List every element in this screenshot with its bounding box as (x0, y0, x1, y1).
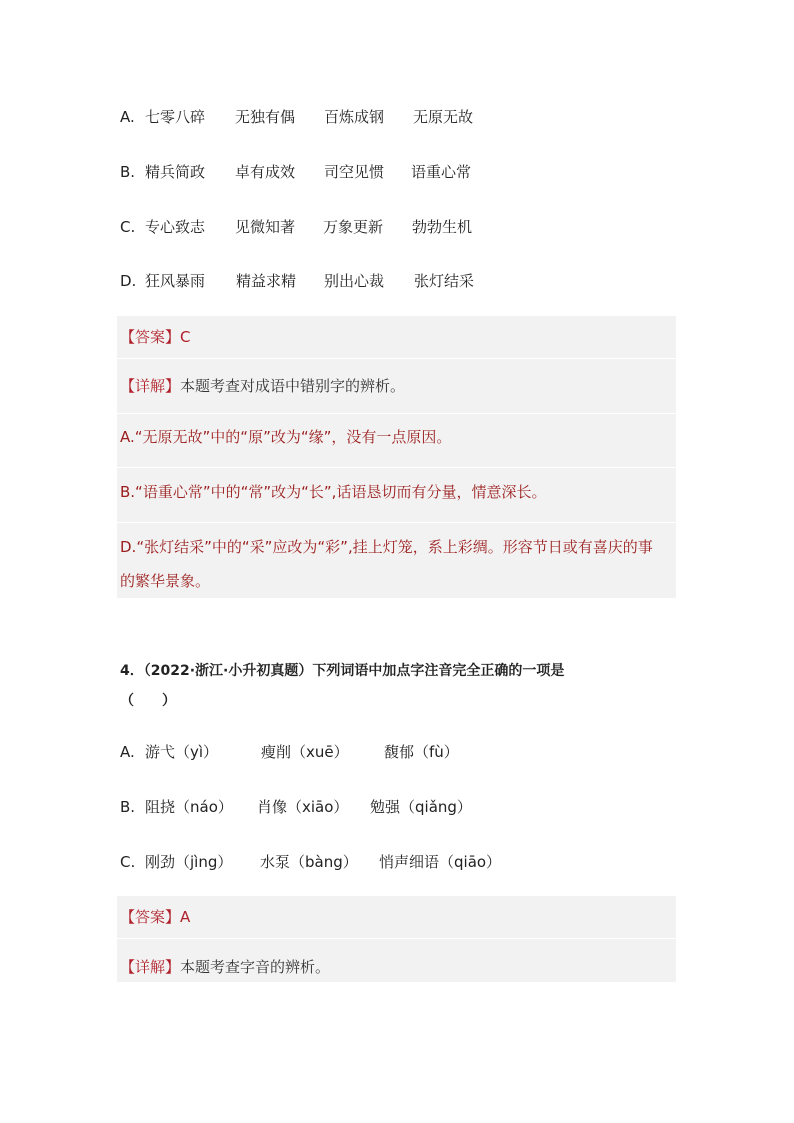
option-word: 七零八碎 (145, 108, 206, 126)
option-word: 勉强（qiǎng） (370, 798, 472, 816)
option-word: 瘦削（xuē） (261, 743, 349, 761)
option-word: 别出心裁 (324, 272, 385, 290)
answer-value: C (180, 328, 191, 346)
option-word: 肖像（xiāo） (257, 798, 349, 816)
q3-option-c (120, 217, 473, 237)
detail-text: 本题考查字音的辨析。 (180, 958, 331, 976)
answer-value: A (180, 908, 191, 926)
q4-answer-blank: （ ） (120, 693, 176, 709)
option-letter: D. (120, 272, 137, 290)
option-word: 精益求精 (236, 272, 297, 290)
option-word: 勃勃生机 (412, 218, 473, 236)
answer-tag: 【答案】 (120, 908, 181, 926)
q3-answer-panel (117, 316, 676, 598)
detail-tag: 【详解】 (120, 958, 181, 976)
option-word: 刚劲（jìng） (145, 853, 233, 871)
option-letter: B. (120, 163, 136, 181)
option-word: 阻挠（náo） (145, 798, 233, 816)
option-word: 精兵简政 (145, 163, 206, 181)
answer-line (120, 907, 676, 927)
option-word: 无原无故 (413, 108, 474, 126)
option-word: 悄声细语（qiāo） (379, 853, 502, 871)
detail-tag: 【详解】 (120, 377, 181, 395)
q4-title: 4．（2022·浙江·小升初真题）下列词语中加点字注音完全正确的一项是 (120, 663, 565, 679)
explanation-d-cont: 的繁华景象。 (120, 572, 211, 590)
option-word: 游弋（yì） (145, 743, 219, 761)
explanation-d: D.“张灯结采”中的“采”应改为“彩”,挂上灯笼，系上彩绸。形容节日或有喜庆的事 (120, 538, 653, 556)
option-word: 无独有偶 (235, 108, 296, 126)
q3-option-b (120, 162, 472, 182)
option-letter: A. (120, 743, 135, 761)
option-word: 司空见惯 (324, 163, 385, 181)
q4-option-b (120, 797, 472, 817)
q4-option-a (120, 742, 459, 762)
q4-option-c (120, 852, 502, 872)
option-word: 卓有成效 (235, 163, 296, 181)
explanation-b: B.“语重心常”中的“常”改为“长”,话语恳切而有分量，情意深长。 (120, 483, 547, 501)
option-letter: A. (120, 108, 135, 126)
detail-line (120, 957, 676, 977)
option-word: 张灯结采 (414, 272, 475, 290)
option-word: 百炼成钢 (324, 108, 385, 126)
explanation-a: A.“无原无故”中的“原”改为“缘”，没有一点原因。 (120, 428, 452, 446)
option-letter: C. (120, 853, 136, 871)
detail-line (120, 376, 676, 396)
option-word: 水泵（bàng） (260, 853, 358, 871)
option-letter: B. (120, 798, 136, 816)
option-word: 语重心常 (411, 163, 472, 181)
q3-option-d (120, 271, 475, 291)
option-word: 狂风暴雨 (145, 272, 206, 290)
q3-option-a (120, 107, 474, 127)
option-word: 馥郁（fù） (384, 743, 459, 761)
option-word: 万象更新 (323, 218, 384, 236)
detail-text: 本题考查对成语中错别字的辨析。 (180, 377, 406, 395)
option-word: 见微知著 (235, 218, 296, 236)
answer-tag: 【答案】 (120, 328, 181, 346)
q4-answer-panel (117, 896, 676, 982)
option-letter: C. (120, 218, 136, 236)
option-word: 专心致志 (145, 218, 206, 236)
answer-line (120, 327, 676, 347)
